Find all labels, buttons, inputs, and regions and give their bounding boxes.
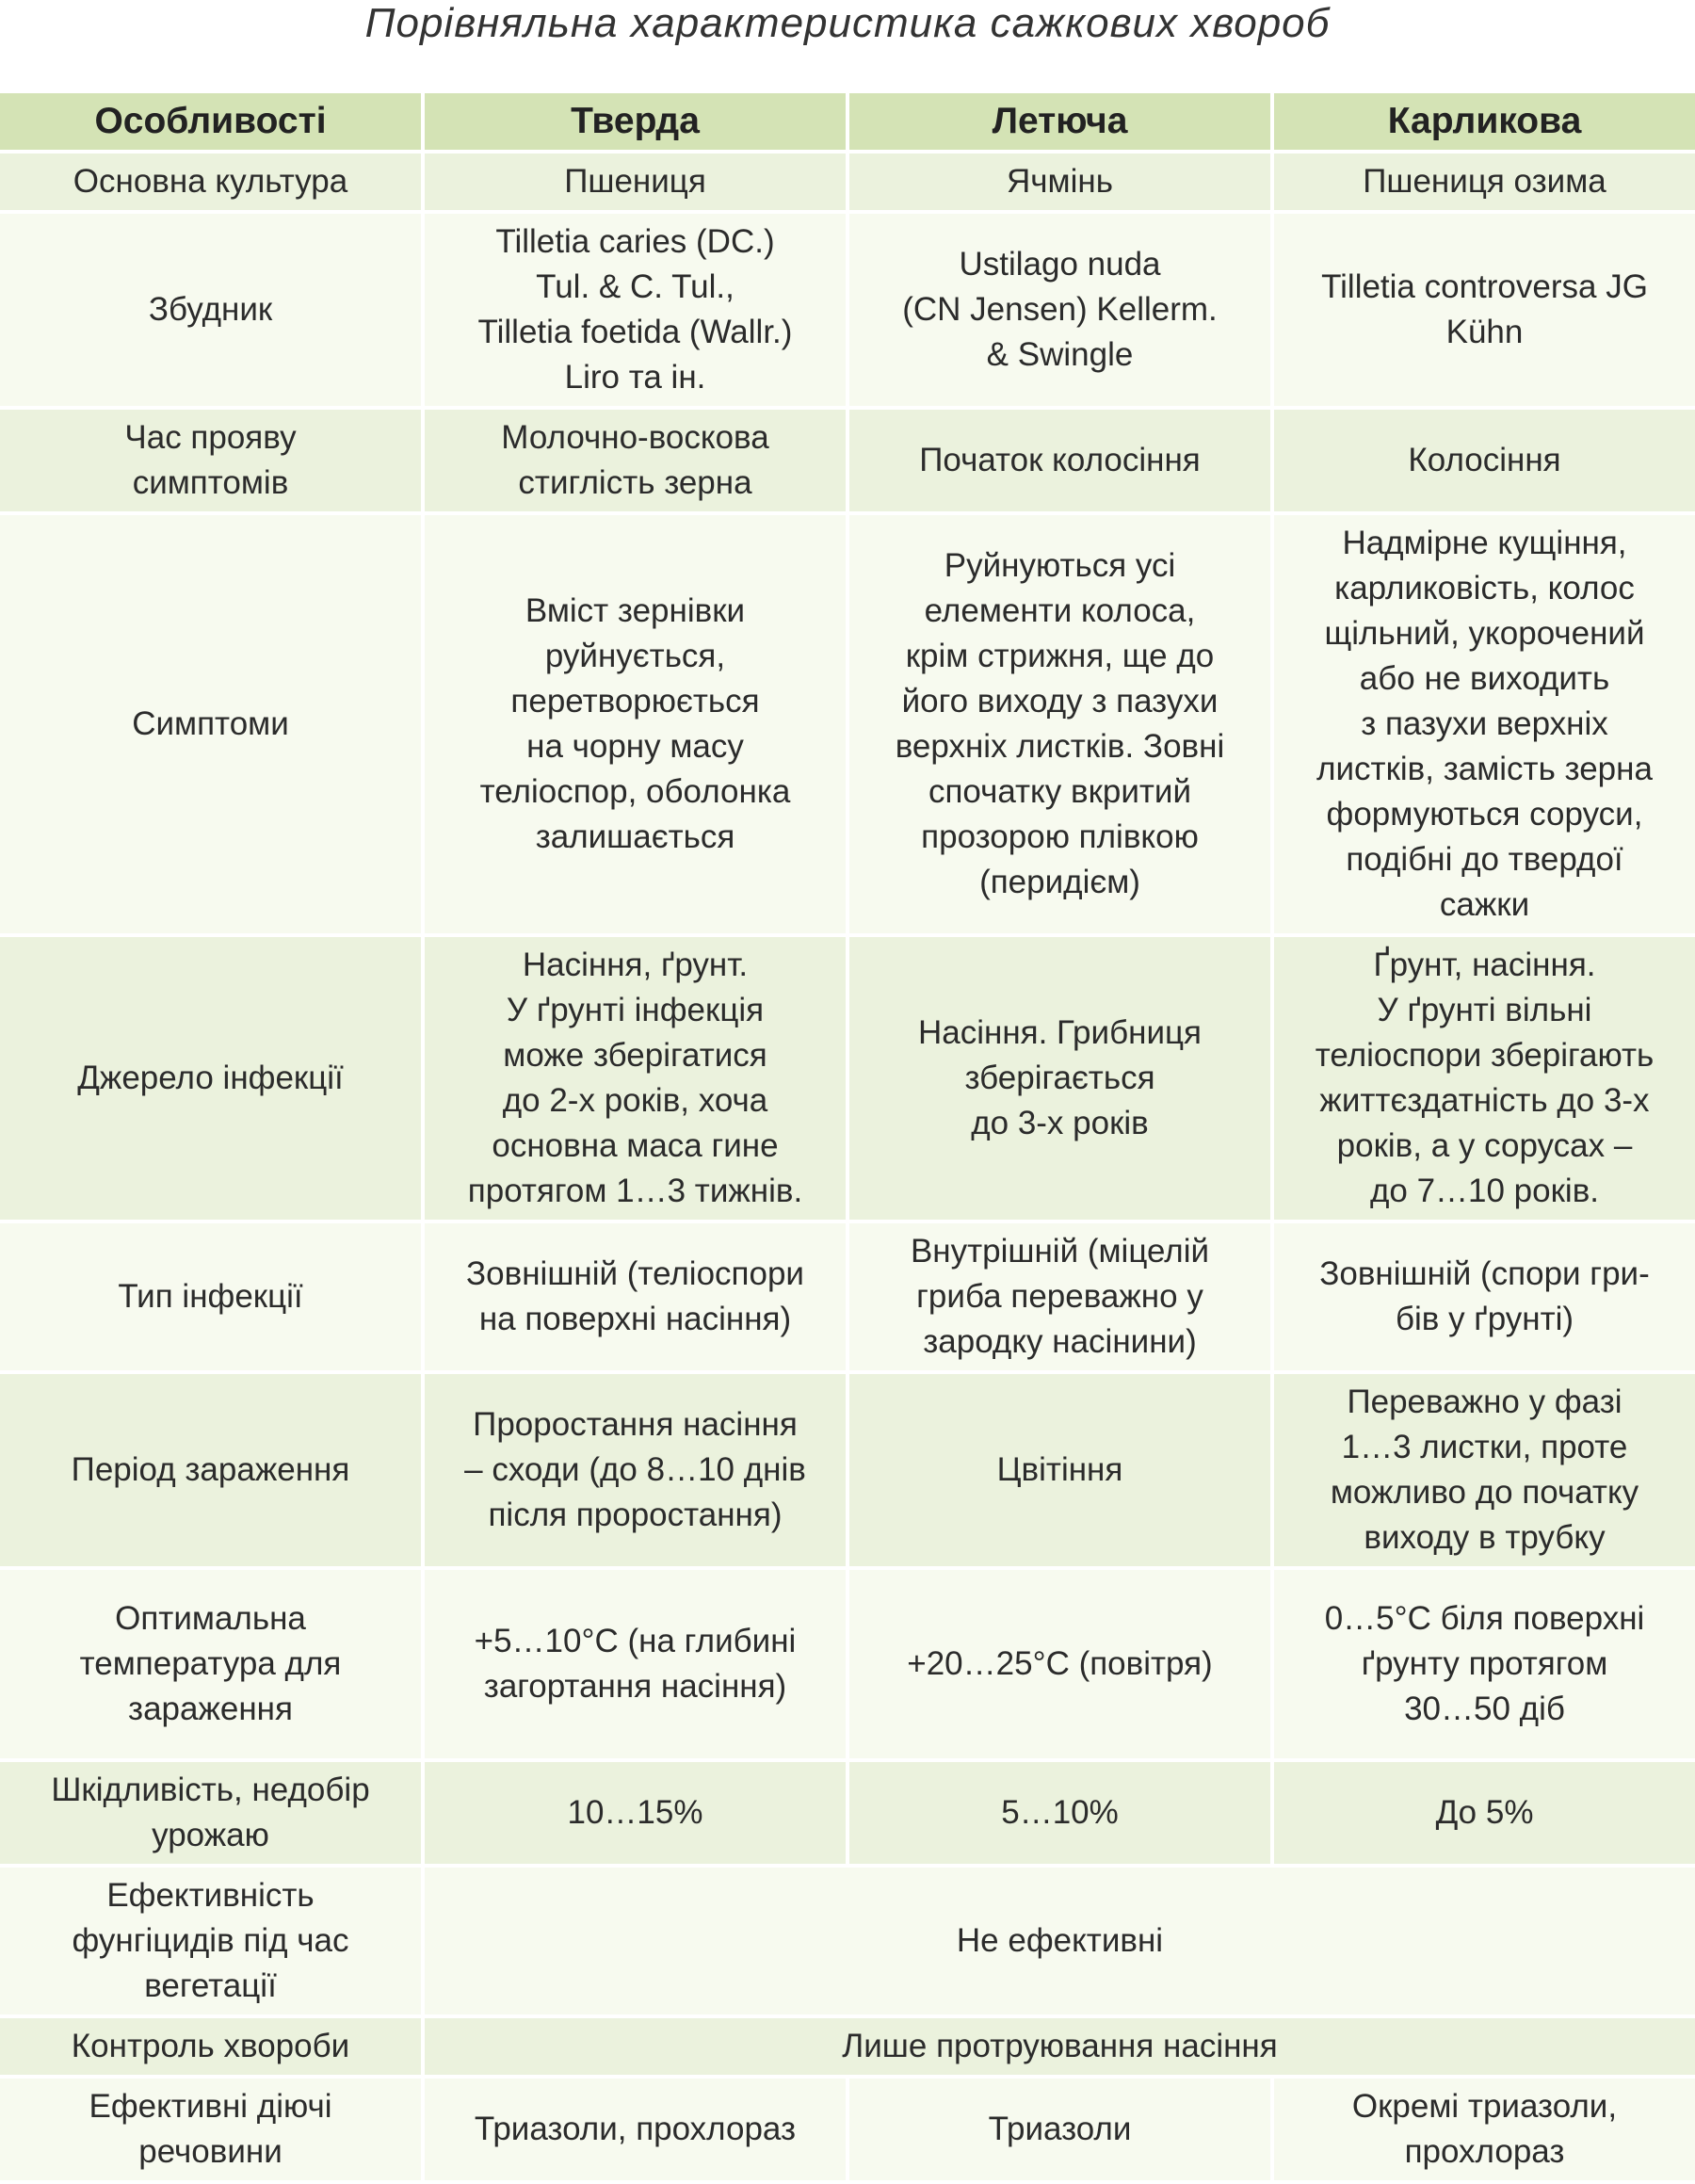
cell-loose: +20…25°С (повітря) — [849, 1570, 1270, 1758]
row-feature: Оптимальна температура для зараження — [0, 1570, 421, 1758]
cell-hard: Триазоли, прохлораз — [425, 2079, 846, 2180]
row-feature: Контроль хвороби — [0, 2018, 421, 2075]
row-feature: Основна культура — [0, 154, 421, 210]
table-row — [0, 1374, 1695, 1566]
row-feature: Джерело інфекції — [0, 937, 421, 1220]
table-row — [0, 410, 1695, 511]
cell-dwarf: Надмірне кущіння, карликовість, колос щільний, укорочений або не виходить з пазухи верхніх листків, замість зерна формуються соруси, подібні до твердої сажки — [1274, 515, 1695, 933]
row-feature: Ефективні діючі речовини — [0, 2079, 421, 2180]
header-loose: Летюча — [849, 93, 1270, 150]
cell-hard: 10…15% — [425, 1762, 846, 1864]
table-header-row — [0, 93, 1695, 150]
cell-merged: Не ефективні — [425, 1868, 1695, 2014]
row-feature: Ефективність фунгіцидів під час вегетації — [0, 1868, 421, 2014]
page-title: Порівняльна характеристика сажкових хвороб — [364, 0, 1331, 46]
cell-dwarf: Зовнішній (спори гри- бів у ґрунті) — [1274, 1223, 1695, 1370]
table-row — [0, 515, 1695, 933]
row-feature: Збудник — [0, 214, 421, 406]
table-row — [0, 1223, 1695, 1370]
cell-hard: +5…10°С (на глибині загортання насіння) — [425, 1570, 846, 1758]
cell-hard: Проростання насіння – сходи (до 8…10 днів після проростання) — [425, 1374, 846, 1566]
cell-hard: Молочно-воскова стиглість зерна — [425, 410, 846, 511]
cell-dwarf: До 5% — [1274, 1762, 1695, 1864]
comparison-table — [0, 89, 1695, 2184]
table-row — [0, 1868, 1695, 2014]
row-feature: Тип інфекції — [0, 1223, 421, 1370]
cell-loose: Триазоли — [849, 2079, 1270, 2180]
cell-dwarf: Окремі триазоли, прохлораз — [1274, 2079, 1695, 2180]
cell-loose: Початок колосіння — [849, 410, 1270, 511]
header-dwarf: Карликова — [1274, 93, 1695, 150]
header-feature: Особливості — [0, 93, 421, 150]
cell-dwarf: 0…5°С біля поверхні ґрунту протягом 30…50 діб — [1274, 1570, 1695, 1758]
cell-loose: Ustilago nuda (CN Jensen) Kellerm. & Swingle — [849, 214, 1270, 406]
header-hard: Тверда — [425, 93, 846, 150]
table-row — [0, 2079, 1695, 2180]
cell-loose: Насіння. Грибниця зберігається до 3-х років — [849, 937, 1270, 1220]
table-row — [0, 1570, 1695, 1758]
row-feature: Шкідливість, недобір урожаю — [0, 1762, 421, 1864]
cell-dwarf: Пшениця озима — [1274, 154, 1695, 210]
cell-hard: Вміст зернівки руйнується, перетворюється на чорну масу теліоспор, оболонка залишається — [425, 515, 846, 933]
cell-hard: Tilletia caries (DC.) Tul. & C. Tul., Tilletia foetida (Wallr.) Liro та ін. — [425, 214, 846, 406]
cell-dwarf: Tilletia controversa JG Kühn — [1274, 214, 1695, 406]
cell-loose: 5…10% — [849, 1762, 1270, 1864]
table-row — [0, 1762, 1695, 1864]
cell-hard: Зовнішній (теліоспори на поверхні насіння) — [425, 1223, 846, 1370]
table-row — [0, 214, 1695, 406]
row-feature: Період зараження — [0, 1374, 421, 1566]
cell-dwarf: Колосіння — [1274, 410, 1695, 511]
cell-loose: Цвітіння — [849, 1374, 1270, 1566]
table-row — [0, 937, 1695, 1220]
cell-loose: Ячмінь — [849, 154, 1270, 210]
table-row — [0, 2018, 1695, 2075]
table-row — [0, 154, 1695, 210]
cell-dwarf: Ґрунт, насіння. У ґрунті вільні теліоспори зберігають життєздатність до 3-х років, а у сорусах – до 7…10 років. — [1274, 937, 1695, 1220]
cell-loose: Руйнуються усі елементи колоса, крім стрижня, ще до його виходу з пазухи верхніх листків. Зовні спочатку вкритий прозорою плівкою (перидієм) — [849, 515, 1270, 933]
cell-merged: Лише протруювання насіння — [425, 2018, 1695, 2075]
cell-loose: Внутрішній (міцелій гриба переважно у зародку насінини) — [849, 1223, 1270, 1370]
cell-hard: Пшениця — [425, 154, 846, 210]
row-feature: Симптоми — [0, 515, 421, 933]
cell-hard: Насіння, ґрунт. У ґрунті інфекція може зберігатися до 2-х років, хоча основна маса гине протягом 1…3 тижнів. — [425, 937, 846, 1220]
row-feature: Час прояву симптомів — [0, 410, 421, 511]
cell-dwarf: Переважно у фазі 1…3 листки, проте можливо до початку виходу в трубку — [1274, 1374, 1695, 1566]
